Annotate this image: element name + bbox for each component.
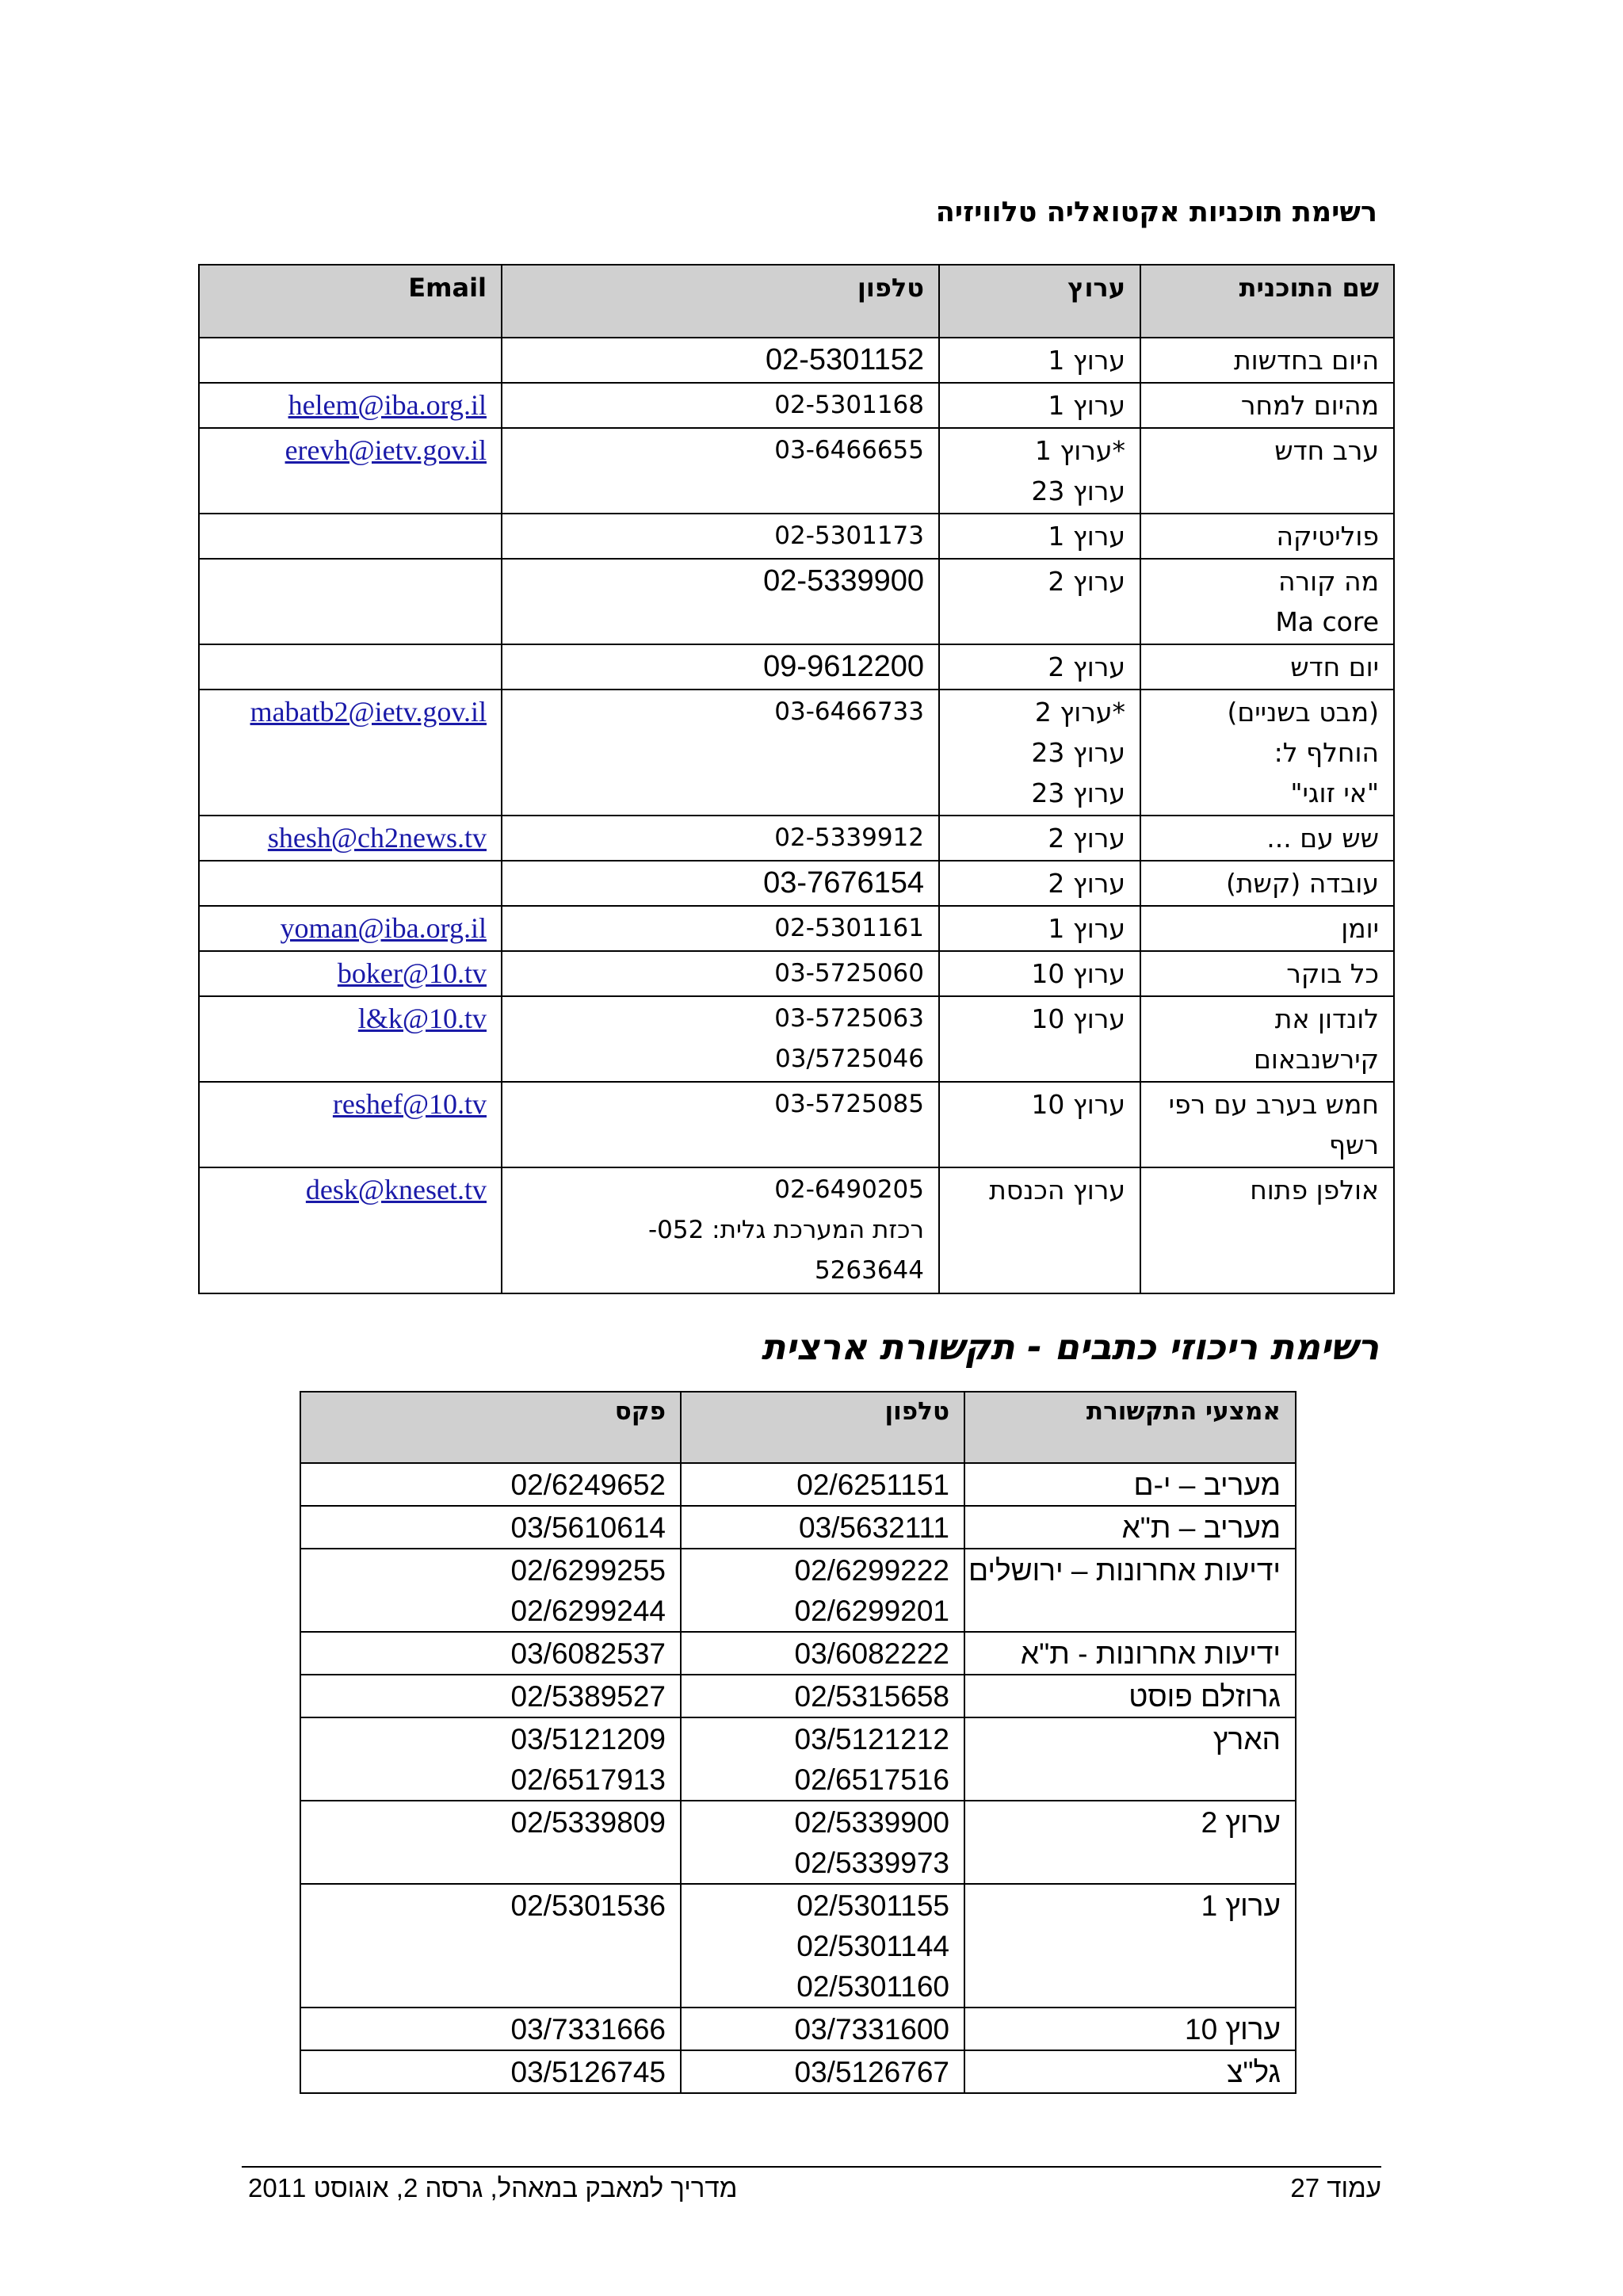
cell-line: 5263644 [814, 1256, 924, 1285]
cell-line: ערוץ 2 [1048, 651, 1125, 682]
cell-line: 02/6299222 [794, 1554, 949, 1587]
email-cell [199, 861, 502, 906]
program-name-cell [1140, 1167, 1394, 1293]
fax-cell [300, 1506, 681, 1549]
table-row [199, 428, 1394, 514]
cell-line: 03-5725060 [774, 959, 924, 988]
header-program-name: שם התוכנית [1140, 265, 1394, 338]
phone-cell [502, 383, 939, 428]
cell-line: 02/6299244 [510, 1595, 666, 1627]
tv-programs-title: רשימת תוכניות אקטואליה טלוויזיה [935, 197, 1377, 228]
cell-line: 03-7676154 [763, 866, 924, 900]
program-name-cell [1140, 428, 1394, 514]
outlet-cell: גל"צ [964, 2050, 1296, 2093]
table-row [199, 559, 1394, 644]
header-phone: טלפון [681, 1392, 964, 1463]
cell-line: 02-5301161 [774, 914, 924, 942]
phone-cell [502, 951, 939, 996]
outlet-cell: ערוץ 2 [964, 1801, 1296, 1884]
email-cell [199, 996, 502, 1082]
cell-line: רשף [1328, 1129, 1379, 1160]
channel-cell [939, 383, 1140, 428]
fax-cell [300, 1549, 681, 1632]
table-row [300, 2008, 1296, 2050]
cell-line: Ma core [1275, 606, 1379, 637]
email-cell [199, 338, 502, 383]
cell-line: אולפן פתוח [1250, 1175, 1379, 1205]
email-link[interactable]: boker@10.tv [337, 957, 487, 989]
cell-line: ערוץ 23 [1031, 737, 1125, 768]
cell-line: ערב חדש [1274, 435, 1379, 466]
program-name-cell [1140, 690, 1394, 816]
footer-document-title: מדריך למאבק במאהל, גרסה 2, אוגוסט 2011 [248, 2173, 738, 2202]
cell-line: לונדון את [1274, 1003, 1379, 1034]
cell-line: 03/5610614 [510, 1511, 666, 1544]
program-name-cell [1140, 906, 1394, 951]
cell-line: 02/5301144 [796, 1930, 949, 1962]
cell-line: ערוץ 2 [1048, 566, 1125, 597]
cell-line: כל בוקר [1286, 958, 1379, 989]
channel-cell [939, 816, 1140, 861]
header-email: Email [199, 265, 502, 338]
cell-line: 02/5339900 [794, 1806, 949, 1839]
phone-cell [502, 428, 939, 514]
cell-line: 02/5301155 [796, 1889, 949, 1922]
cell-line: חמש בערב עם רפי [1168, 1089, 1379, 1120]
cell-line: יום חדש [1290, 651, 1379, 682]
cell-line: 03/6082222 [794, 1637, 949, 1670]
cell-line: *ערוץ 1 [1034, 435, 1125, 466]
email-cell [199, 644, 502, 690]
channel-cell [939, 906, 1140, 951]
channel-cell [939, 338, 1140, 383]
tv-programs-table [198, 264, 1395, 1294]
cell-line: 03/5725046 [775, 1045, 924, 1073]
cell-line: 03/5121212 [794, 1723, 949, 1755]
cell-line: יומן [1341, 913, 1379, 944]
phone-cell [681, 2050, 964, 2093]
cell-line: 02-5301173 [774, 521, 924, 550]
table-row [300, 1884, 1296, 2008]
cell-line: ערוץ 23 [1031, 476, 1125, 506]
cell-line: 02/6299201 [794, 1595, 949, 1627]
fax-cell [300, 2008, 681, 2050]
email-cell [199, 1082, 502, 1167]
table-row [300, 1801, 1296, 1884]
cell-line: 02/5301536 [510, 1889, 666, 1922]
cell-line: ערוץ 1 [1048, 390, 1125, 421]
cell-line: "אי זוגי" [1290, 777, 1379, 808]
table-row [199, 996, 1394, 1082]
outlet-cell: ערוץ 10 [964, 2008, 1296, 2050]
channel-cell [939, 690, 1140, 816]
phone-cell [681, 1549, 964, 1632]
phone-cell [502, 861, 939, 906]
fax-cell [300, 1463, 681, 1506]
fax-cell [300, 1801, 681, 1884]
cell-line: ערוץ 10 [1031, 1089, 1125, 1120]
header-phone: טלפון [502, 265, 939, 338]
table-row [300, 1632, 1296, 1675]
email-link[interactable]: desk@kneset.tv [305, 1174, 487, 1205]
phone-cell [502, 690, 939, 816]
table-row [300, 2050, 1296, 2093]
channel-cell [939, 996, 1140, 1082]
cell-line: 02/5339809 [510, 1806, 666, 1839]
cell-line: 02/5315658 [794, 1680, 949, 1713]
cell-line: 02-5339900 [763, 564, 924, 598]
cell-line: 02/5339973 [794, 1847, 949, 1879]
cell-line: פוליטיקה [1276, 521, 1379, 552]
channel-cell [939, 428, 1140, 514]
program-name-cell [1140, 1082, 1394, 1167]
phone-cell [502, 644, 939, 690]
cell-line: 03-6466655 [774, 436, 924, 464]
email-link[interactable]: mabatb2@ietv.gov.il [250, 696, 487, 728]
program-name-cell [1140, 338, 1394, 383]
email-cell [199, 951, 502, 996]
cell-line: ערוץ 1 [1048, 913, 1125, 944]
cell-line: מהיום למחר [1240, 390, 1379, 421]
cell-line: מה קורה [1277, 566, 1379, 597]
cell-line: 02/5389527 [510, 1680, 666, 1713]
phone-cell [502, 816, 939, 861]
cell-line: הוחלף ל: [1274, 737, 1379, 768]
cell-line: ערוץ 10 [1031, 1003, 1125, 1034]
cell-line: 03/7331666 [510, 2013, 666, 2046]
cell-line: קירשנבאום [1253, 1044, 1379, 1075]
email-cell [199, 383, 502, 428]
email-link[interactable]: helem@iba.org.il [288, 389, 487, 421]
cell-line: ערוץ 2 [1048, 823, 1125, 854]
program-name-cell [1140, 514, 1394, 559]
email-cell [199, 514, 502, 559]
cell-line: 02/6249652 [510, 1469, 666, 1501]
cell-line: 02/6299255 [510, 1554, 666, 1587]
table-row [300, 1463, 1296, 1506]
cell-line: 02/6517516 [794, 1763, 949, 1796]
phone-cell [502, 996, 939, 1082]
email-link[interactable]: yoman@iba.org.il [280, 912, 487, 944]
channel-cell [939, 644, 1140, 690]
phone-cell [681, 1717, 964, 1801]
cell-line: ערוץ 1 [1048, 521, 1125, 552]
footer-page-number: עמוד 27 [1290, 2173, 1381, 2202]
fax-cell [300, 2050, 681, 2093]
cell-line: 02/6251151 [796, 1469, 949, 1501]
table-row [199, 1082, 1394, 1167]
email-link[interactable]: l&k@10.tv [357, 1003, 487, 1034]
cell-line: ערוץ 2 [1048, 868, 1125, 899]
email-cell [199, 816, 502, 861]
program-name-cell [1140, 861, 1394, 906]
phone-cell [502, 514, 939, 559]
cell-line: שש עם ... [1266, 823, 1379, 854]
fax-cell [300, 1632, 681, 1675]
email-link[interactable]: shesh@ch2news.tv [267, 822, 487, 854]
cell-line: ערוץ 10 [1031, 958, 1125, 989]
outlet-cell: ידיעות אחרונות – ירושלים [964, 1549, 1296, 1632]
program-name-cell [1140, 559, 1394, 644]
phone-cell [502, 338, 939, 383]
header-fax: פקס [300, 1392, 681, 1463]
table-row [199, 1167, 1394, 1293]
phone-cell [681, 1463, 964, 1506]
email-link[interactable]: reshef@10.tv [332, 1088, 487, 1120]
outlet-cell: ערוץ 1 [964, 1884, 1296, 2008]
cell-line: 02-5339912 [774, 823, 924, 852]
cell-line: ערוץ הכנסת [989, 1175, 1125, 1205]
table-row [300, 1675, 1296, 1717]
phone-cell [502, 906, 939, 951]
cell-line: 03/7331600 [794, 2013, 949, 2046]
cell-line: (מבט בשניים) [1227, 697, 1379, 728]
program-name-cell [1140, 996, 1394, 1082]
fax-cell [300, 1717, 681, 1801]
cell-line: 03-5725063 [774, 1004, 924, 1033]
phone-cell [681, 1884, 964, 2008]
channel-cell [939, 514, 1140, 559]
cell-line: 03/6082537 [510, 1637, 666, 1670]
outlet-cell: ידיעות אחרונות - ת"א [964, 1632, 1296, 1675]
channel-cell [939, 951, 1140, 996]
cell-line: *ערוץ 2 [1034, 697, 1125, 728]
phone-cell [502, 1167, 939, 1293]
cell-line: רכזת המערכת גלית: 052- [647, 1216, 924, 1244]
channel-cell [939, 559, 1140, 644]
cell-line: 02/6517913 [510, 1763, 666, 1796]
cell-line: 03-6466733 [774, 697, 924, 726]
footer-divider [242, 2166, 1381, 2168]
phone-cell [681, 1801, 964, 1884]
outlet-cell: הארץ [964, 1717, 1296, 1801]
program-name-cell [1140, 383, 1394, 428]
table-row [199, 644, 1394, 690]
channel-cell [939, 861, 1140, 906]
program-name-cell [1140, 951, 1394, 996]
table-header-row [199, 265, 1394, 338]
cell-line: 02-5301152 [765, 343, 924, 376]
cell-line: 03/5126745 [510, 2056, 666, 2088]
cell-line: 03-5725085 [774, 1090, 924, 1118]
cell-line: 02/5301160 [796, 1970, 949, 2003]
table-row [300, 1717, 1296, 1801]
cell-line: 02-5301168 [774, 391, 924, 419]
table-row [199, 514, 1394, 559]
table-row [300, 1549, 1296, 1632]
outlet-cell: מעריב – י-ם [964, 1463, 1296, 1506]
header-outlet: אמצעי התקשורת [964, 1392, 1296, 1463]
cell-line: היום בחדשות [1233, 345, 1379, 376]
cell-line: ערוץ 23 [1031, 777, 1125, 808]
email-link[interactable]: erevh@ietv.gov.il [285, 434, 487, 466]
table-row [199, 338, 1394, 383]
cell-line: 09-9612200 [763, 650, 924, 683]
header-channel: ערוץ [939, 265, 1140, 338]
email-cell [199, 690, 502, 816]
table-row [199, 816, 1394, 861]
table-header-row [300, 1392, 1296, 1463]
email-cell [199, 1167, 502, 1293]
email-cell [199, 428, 502, 514]
fax-cell [300, 1675, 681, 1717]
cell-line: עובדה (קשת) [1225, 868, 1379, 899]
cell-line: 02-6490205 [774, 1175, 924, 1204]
phone-cell [681, 1675, 964, 1717]
cell-line: ערוץ 1 [1048, 345, 1125, 376]
fax-cell [300, 1884, 681, 2008]
email-cell [199, 906, 502, 951]
outlet-cell: גרוזלם פוסט [964, 1675, 1296, 1717]
outlet-cell: מעריב – ת"א [964, 1506, 1296, 1549]
phone-cell [681, 1632, 964, 1675]
phone-cell [681, 2008, 964, 2050]
table-row [199, 906, 1394, 951]
media-contacts-title: רשימת ריכוזי כתבים - תקשורת ארצית [761, 1326, 1379, 1368]
cell-line: 03/5121209 [510, 1723, 666, 1755]
table-row [199, 690, 1394, 816]
table-row [300, 1506, 1296, 1549]
email-cell [199, 559, 502, 644]
table-row [199, 951, 1394, 996]
channel-cell [939, 1167, 1140, 1293]
program-name-cell [1140, 644, 1394, 690]
phone-cell [502, 559, 939, 644]
cell-line: 03/5632111 [799, 1511, 949, 1544]
media-contacts-table [300, 1391, 1296, 2094]
cell-line: 03/5126767 [794, 2056, 949, 2088]
phone-cell [681, 1506, 964, 1549]
table-row [199, 861, 1394, 906]
program-name-cell [1140, 816, 1394, 861]
table-row [199, 383, 1394, 428]
phone-cell [502, 1082, 939, 1167]
channel-cell [939, 1082, 1140, 1167]
